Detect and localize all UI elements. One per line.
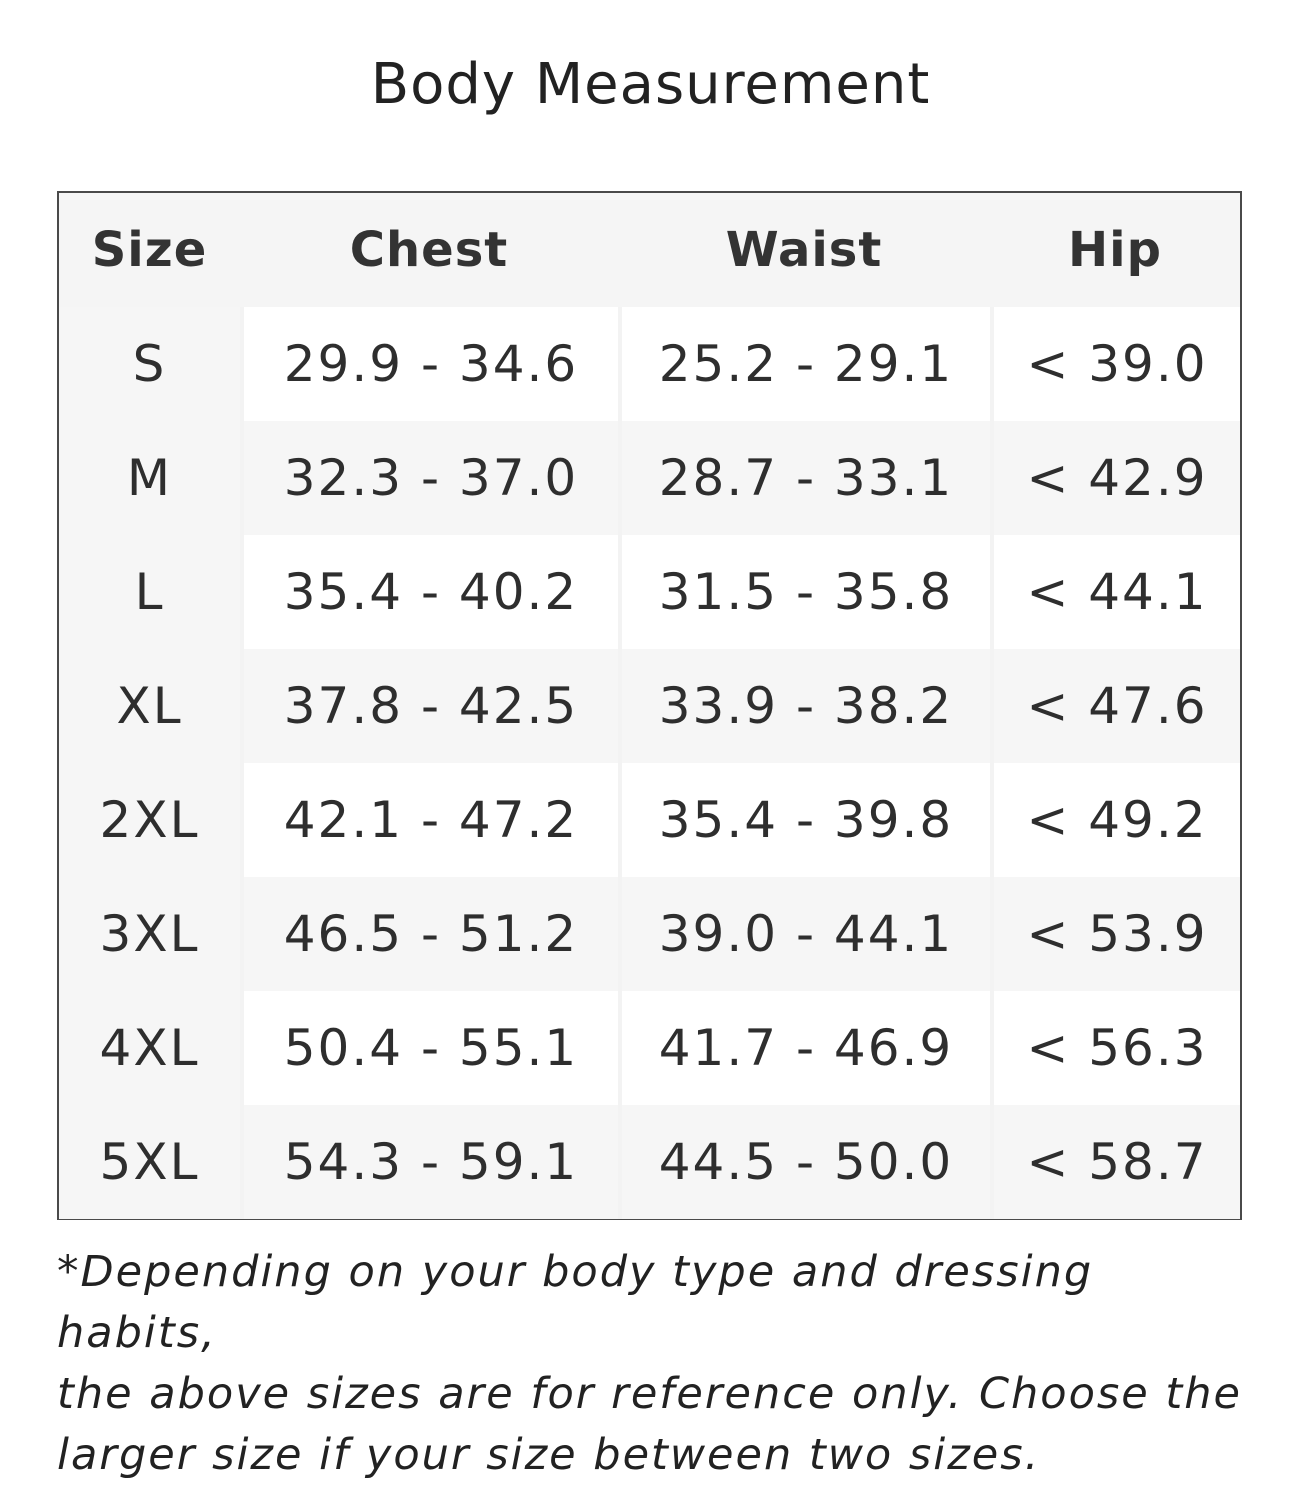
chest-cell: 37.8 - 42.5 [240, 649, 618, 763]
chest-cell: 29.9 - 34.6 [240, 307, 618, 421]
header-size: Size [59, 193, 240, 307]
page-title: Body Measurement [370, 52, 931, 117]
waist-cell: 44.5 - 50.0 [618, 1105, 990, 1219]
hip-cell: < 53.9 [990, 877, 1240, 991]
table-row [59, 991, 1240, 1105]
waist-cell: 35.4 - 39.8 [618, 763, 990, 877]
size-cell: L [59, 535, 240, 649]
waist-cell: 28.7 - 33.1 [618, 421, 990, 535]
size-disclaimer-note [57, 1242, 1257, 1486]
table-row [59, 1105, 1240, 1219]
hip-cell: < 49.2 [990, 763, 1240, 877]
hip-cell: < 39.0 [990, 307, 1240, 421]
hip-cell: < 58.7 [990, 1105, 1240, 1219]
chest-cell: 35.4 - 40.2 [240, 535, 618, 649]
note-line: the above sizes are for reference only. Choose the [57, 1369, 1242, 1419]
size-cell: 5XL [59, 1105, 240, 1219]
hip-cell: < 42.9 [990, 421, 1240, 535]
size-chart-table [59, 193, 1240, 1219]
size-cell: S [59, 307, 240, 421]
table-row [59, 421, 1240, 535]
size-cell: XL [59, 649, 240, 763]
table-header-row [59, 193, 1240, 307]
note-line: larger size if your size between two sizes. [57, 1430, 1041, 1480]
waist-cell: 31.5 - 35.8 [618, 535, 990, 649]
chest-cell: 54.3 - 59.1 [240, 1105, 618, 1219]
size-chart-table-container [57, 191, 1242, 1220]
table-row [59, 307, 1240, 421]
waist-cell: 41.7 - 46.9 [618, 991, 990, 1105]
table-row [59, 649, 1240, 763]
hip-cell: < 47.6 [990, 649, 1240, 763]
waist-cell: 39.0 - 44.1 [618, 877, 990, 991]
size-cell: 3XL [59, 877, 240, 991]
note-line: *Depending on your body type and dressing habits, [57, 1247, 1094, 1358]
waist-cell: 33.9 - 38.2 [618, 649, 990, 763]
header-chest: Chest [240, 193, 618, 307]
chest-cell: 32.3 - 37.0 [240, 421, 618, 535]
size-cell: 4XL [59, 991, 240, 1105]
chest-cell: 46.5 - 51.2 [240, 877, 618, 991]
waist-cell: 25.2 - 29.1 [618, 307, 990, 421]
chest-cell: 42.1 - 47.2 [240, 763, 618, 877]
header-hip: Hip [990, 193, 1240, 307]
size-cell: M [59, 421, 240, 535]
table-row [59, 763, 1240, 877]
chest-cell: 50.4 - 55.1 [240, 991, 618, 1105]
header-waist: Waist [618, 193, 990, 307]
hip-cell: < 44.1 [990, 535, 1240, 649]
table-row [59, 535, 1240, 649]
size-cell: 2XL [59, 763, 240, 877]
hip-cell: < 56.3 [990, 991, 1240, 1105]
table-row [59, 877, 1240, 991]
